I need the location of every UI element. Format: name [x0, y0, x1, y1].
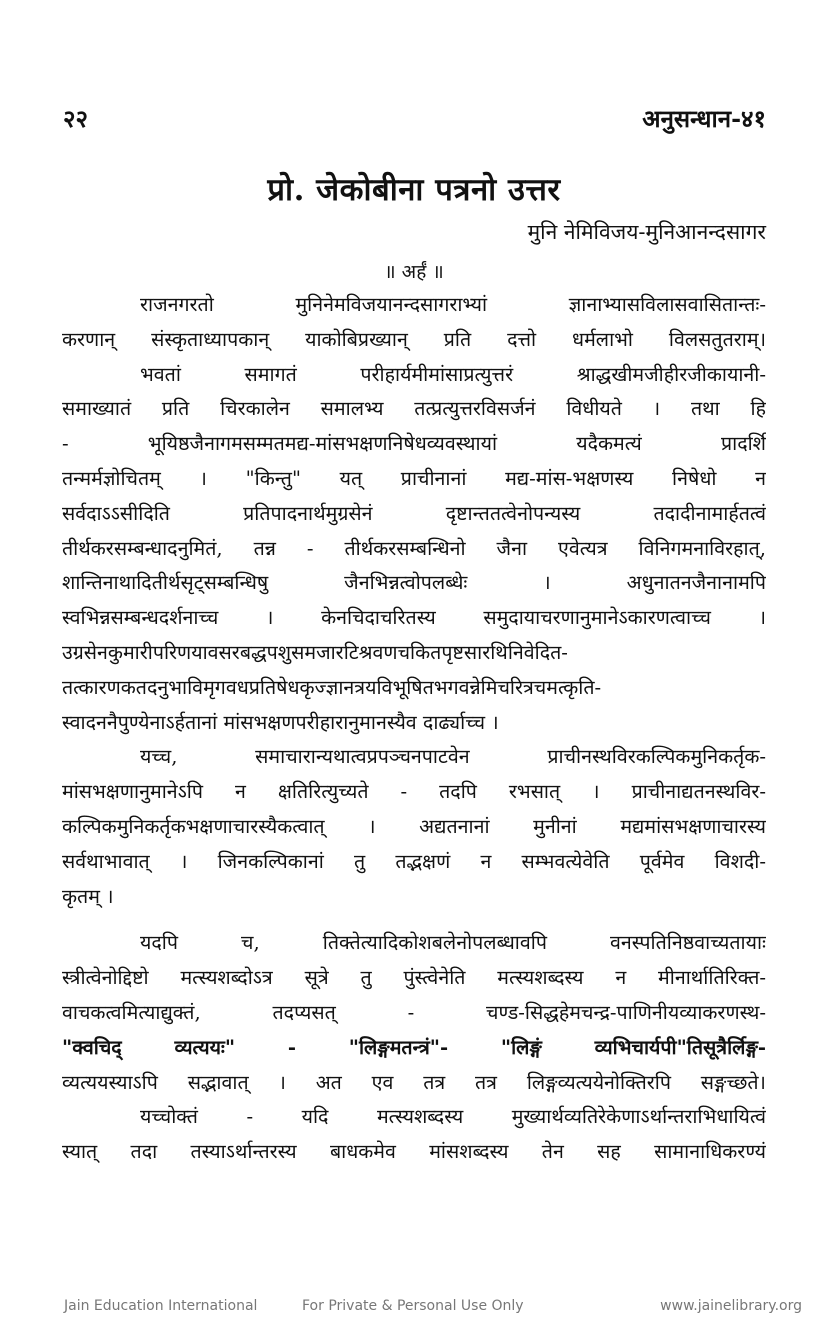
body-line: कृतम् ।	[62, 884, 114, 908]
paragraph-gap	[62, 914, 766, 926]
body-line: सर्वदाऽऽसीदिति प्रतिपादनार्थमुग्रसेनं दृष्टान्ततत्वेनोपन्यस्य तदादीनामार्हतत्वं	[62, 501, 766, 525]
body-line: शान्तिनाथादितीर्थसृट्सम्बन्धिषु जैनभिन्नत्वोपलब्धेः । अधुनातनजैनानामपि	[62, 571, 766, 595]
body-line: स्त्रीत्वेनोद्दिष्टो मत्स्यशब्दोऽत्र सूत्रे तु पुंस्त्वेनेति मत्स्यशब्दस्य न मीनार्थातिरिक्त-	[62, 966, 766, 990]
body-line: भवतां समागतं परीहार्यमीमांसाप्रत्युत्तरं श्राद्धखीमजीहीरजीकायानी-	[140, 362, 766, 386]
body-line: राजनगरतो मुनिनेमविजयानन्दसागराभ्यां ज्ञानाभ्यासविलासवासितान्तः-	[140, 293, 766, 316]
body-line: - भूयिष्ठजैनागमसम्मतमद्य-मांसभक्षणनिषेधव्यवस्थायां यदैकमत्यं प्रादर्शि	[62, 432, 766, 456]
body-line: मांसभक्षणानुमानेऽपि न क्षतिरित्युच्यते - तदपि रभसात् । प्राचीनाद्यतनस्थविर-	[62, 780, 766, 804]
body-line: यदपि च, तिक्तेत्यादिकोशबलेनोपलब्धावपि वनस्पतिनिष्ठवाच्यतायाः	[140, 931, 766, 955]
body-line: तीर्थकरसम्बन्धादनुमितं, तन्न - तीर्थकरसम्बन्धिनो जैना एवेत्यत्र विनिगमनाविरहात्,	[62, 536, 766, 560]
body-line: कल्पिकमुनिकर्तृकभक्षणाचारस्यैकत्वात् । अद्यतनानां मुनीनां मद्यमांसभक्षणाचारस्य	[62, 814, 766, 838]
body-line: स्वादननैपुण्येनाऽर्हतानां मांसभक्षणपरीहारानुमानस्यैव दार्ढ्याच्च ।	[62, 710, 499, 734]
body-line: करणान् संस्कृताध्यापकान् याकोबिप्रख्यान् प्रति दत्तो धर्मलाभो विलसतुतराम्।	[62, 327, 766, 351]
footer-website: www.jainelibrary.org	[660, 1298, 802, 1314]
body-line: यच्च, समाचारान्यथात्वप्रपञ्चनपाटवेन प्राचीनस्थविरकल्पिकमुनिकर्तृक-	[140, 745, 766, 769]
article-author: मुनि नेमिविजय-मुनिआनन्दसागर	[527, 220, 766, 244]
article-body	[62, 288, 766, 1170]
body-line: सर्वथाभावात् । जिनकल्पिकानां तु तद्भक्षणं न सम्भवत्येवेति पूर्वमेव विशदी-	[62, 849, 766, 873]
body-line-bold: "क्वचिद् व्यत्ययः" - "लिङ्गमतन्त्रं"- "लिङ्गं व्यभिचार्यपी"तिसूत्रैर्लिङ्ग-	[62, 1035, 766, 1059]
running-header: अनुसन्धान-४१	[642, 104, 766, 133]
body-line: तत्कारणकतदनुभाविमृगवधप्रतिषेधकृज्ज्ञानत्रयविभूषितभगवन्नेमिचरित्रचमत्कृति-	[62, 675, 602, 699]
body-line: तन्मर्मज्ञोचितम् । "किन्तु" यत् प्राचीनानां मद्य-मांस-भक्षणस्य निषेधो न	[62, 466, 766, 490]
body-line: व्यत्ययस्याऽपि सद्भावात् । अत एव तत्र तत्र लिङ्गव्यत्ययेनोक्तिरपि सङ्गच्छते।	[62, 1070, 766, 1094]
body-line: समाख्यातं प्रति चिरकालेन समालभ्य तत्प्रत्युत्तरविसर्जनं विधीयते । तथा हि	[62, 397, 766, 421]
body-line: स्यात् तदा तस्याऽर्थान्तरस्य बाधकमेव मांसशब्दस्य तेन सह सामानाधिकरण्यं	[62, 1140, 766, 1164]
footer-usage-note: For Private & Personal Use Only	[302, 1298, 524, 1314]
body-line: स्वभिन्नसम्बन्धदर्शनाच्च । केनचिदाचरितस्य समुदायाचरणानुमानेऽकारणत्वाच्च ।	[62, 606, 766, 630]
invocation: ॥ अर्हं ॥	[384, 261, 444, 283]
body-line: वाचकत्वमित्याद्युक्तं, तदप्यसत् - चण्ड-सिद्धहेमचन्द्र-पाणिनीयव्याकरणस्थ-	[62, 1000, 766, 1024]
page-number: २२	[63, 104, 88, 133]
footer-publisher: Jain Education International	[64, 1298, 258, 1314]
article-title: प्रो. जेकोबीना पत्रनो उत्तर	[267, 172, 561, 208]
body-line: उग्रसेनकुमारीपरिणयावसरबद्धपशुसमजारटिश्रवणचकितपृष्टसारथिनिवेदित-	[62, 640, 568, 664]
body-line: यच्चोक्तं - यदि मत्स्यशब्दस्य मुख्यार्थव्यतिरेकेणाऽर्थान्तराभिधायित्वं	[140, 1105, 766, 1129]
